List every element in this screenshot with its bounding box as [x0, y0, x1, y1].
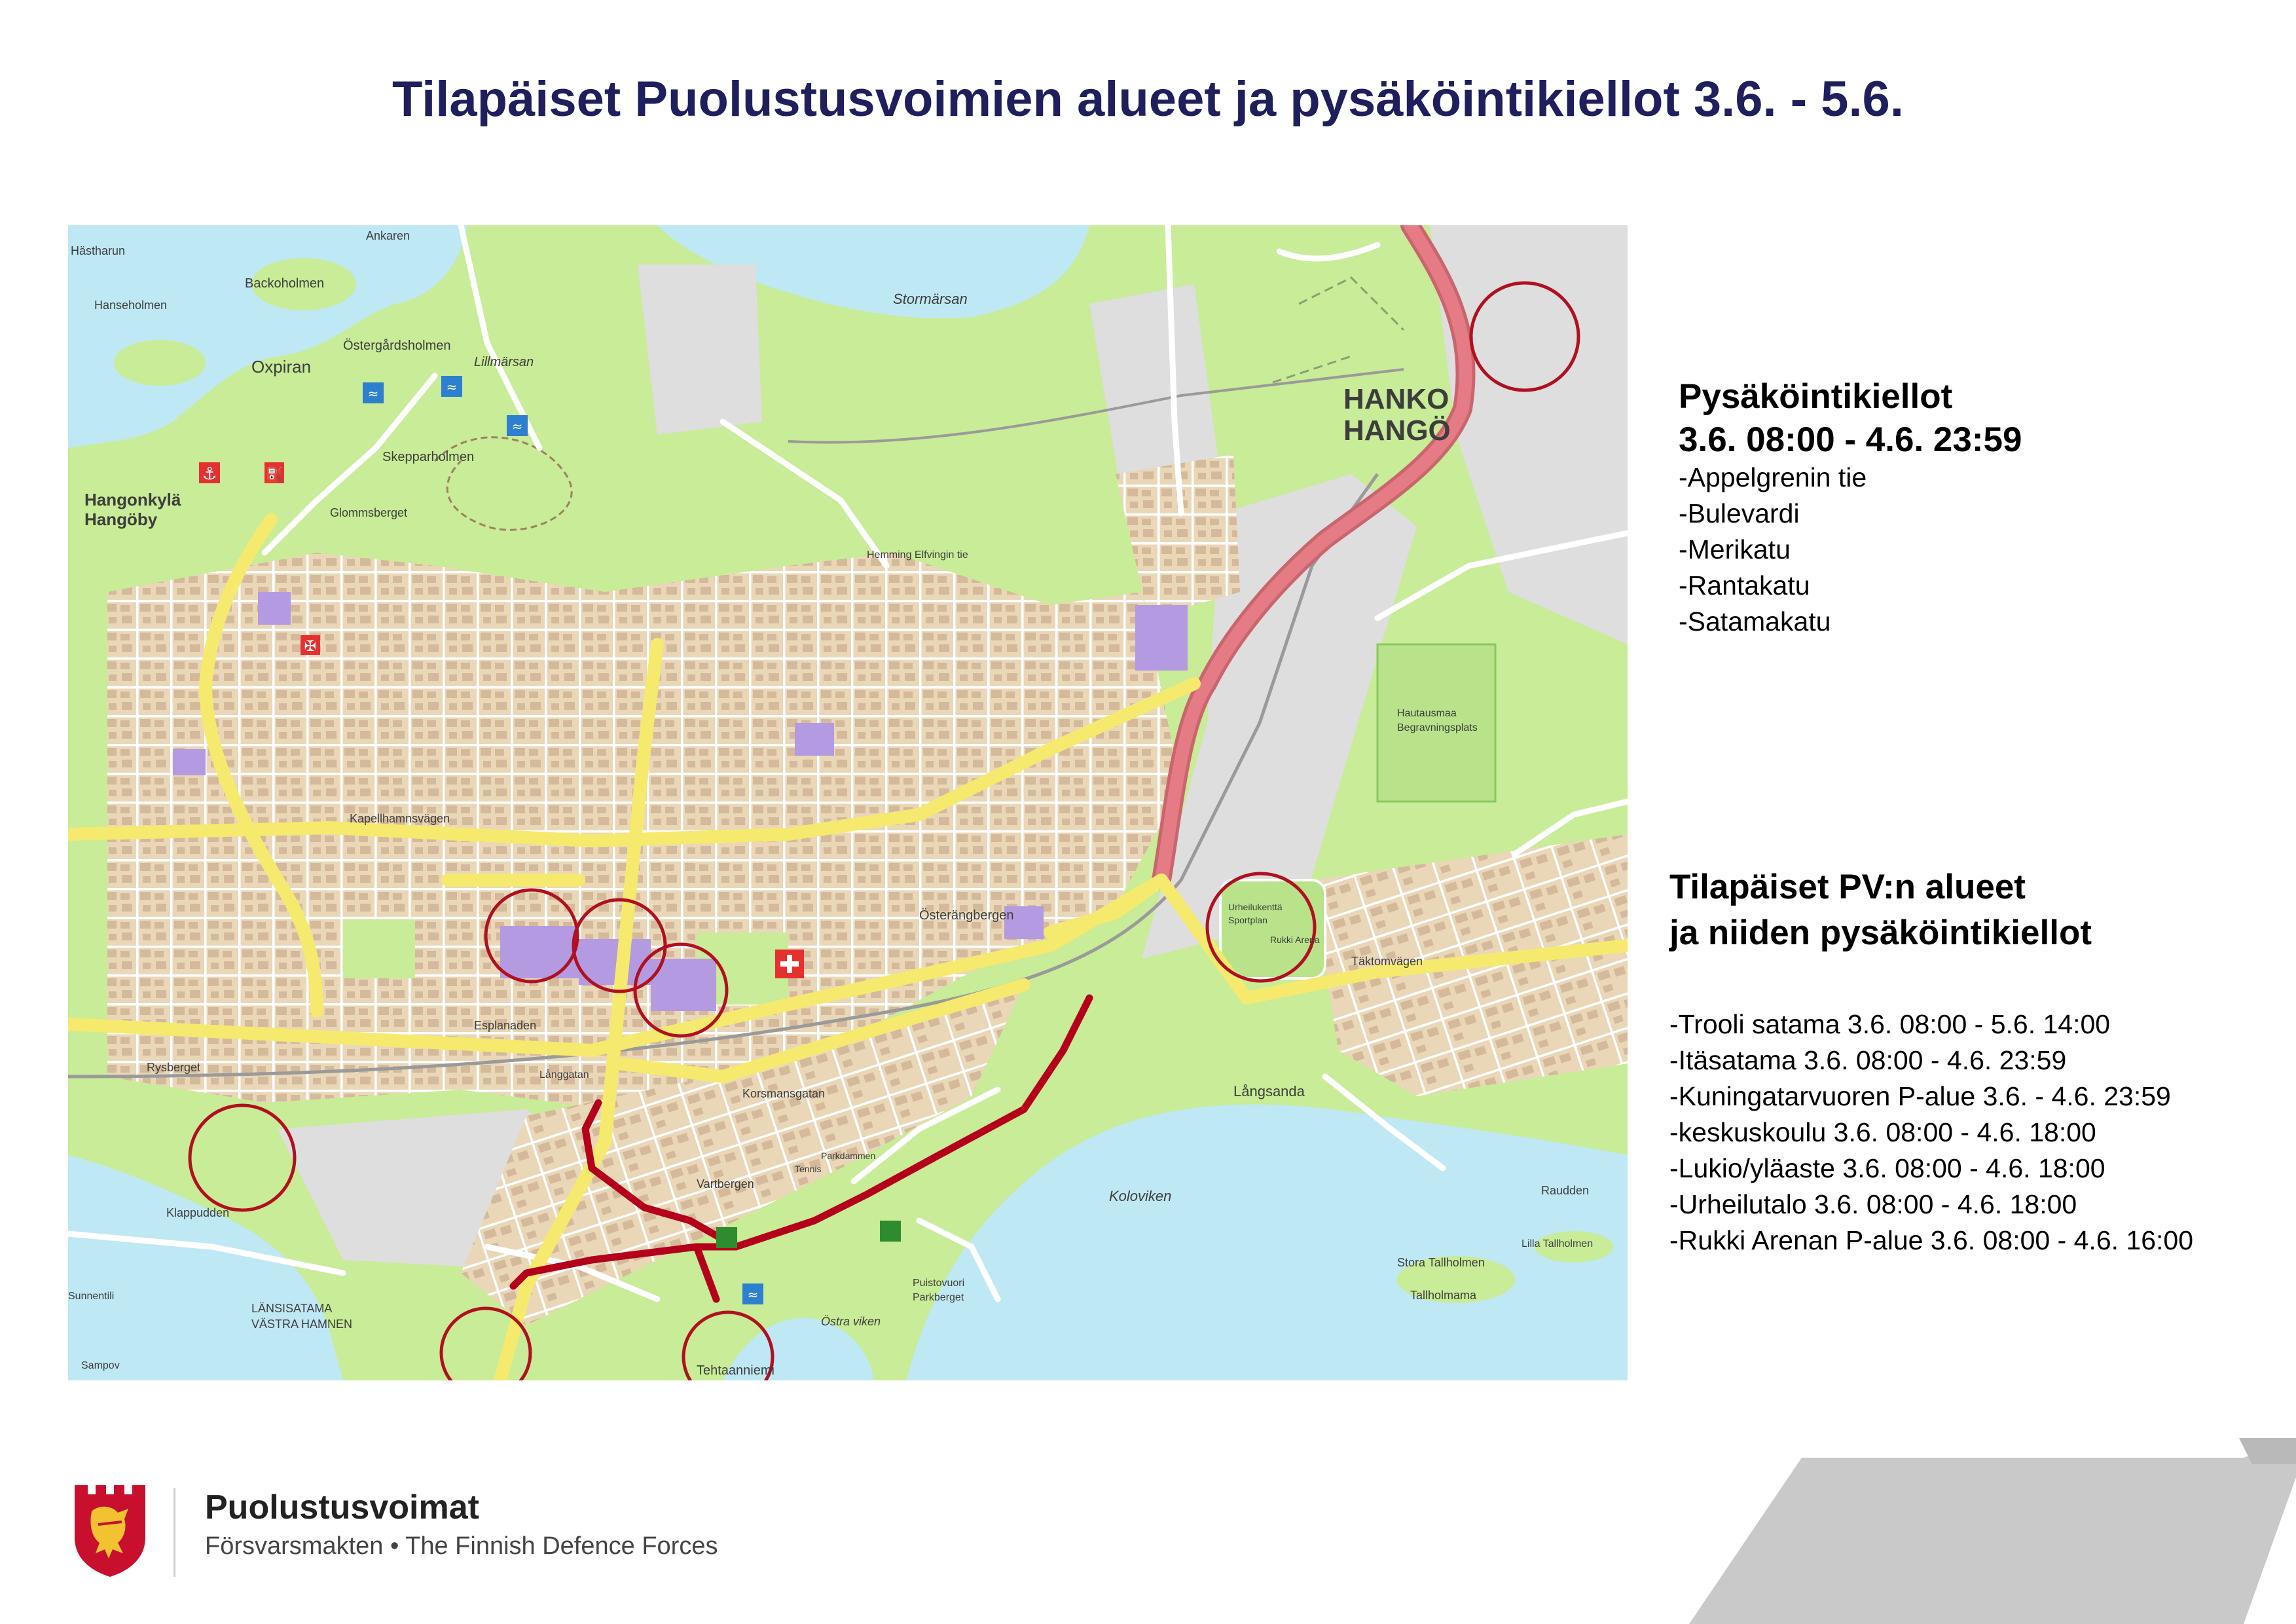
parking-ban-heading [1679, 375, 2022, 462]
street-item: -Appelgrenin tie [1679, 462, 1867, 492]
pv-areas-heading-line2: ja niiden pysäköintikiellot [1669, 913, 2092, 952]
map-label: Koloviken [1109, 1188, 1172, 1204]
map-label: Esplanaden [474, 1019, 537, 1032]
brand-name: Puolustusvoimat [205, 1488, 479, 1526]
map-label: Hästharun [71, 244, 126, 257]
street-item: -Satamakatu [1679, 606, 1831, 637]
map-label: Kapellhamnsvägen [350, 812, 450, 825]
map-label: Långsanda [1233, 1083, 1305, 1099]
svg-text:≈: ≈ [747, 1287, 759, 1302]
map-label: Hanseholmen [94, 299, 168, 312]
map-label: Klappudden [166, 1206, 230, 1219]
public-building [173, 749, 206, 775]
street-item: -Bulevardi [1679, 498, 1800, 528]
map-label: Urheilukenttä [1228, 902, 1283, 912]
defence-forces-lion-logo-icon [72, 1485, 148, 1577]
svg-text:✠: ✠ [304, 638, 317, 655]
pv-area-item: -Rukki Arenan P-alue 3.6. 08:00 - 4.6. 16:00 [1669, 1225, 2194, 1255]
svg-text:≈: ≈ [367, 386, 379, 401]
sports-field [1220, 880, 1325, 978]
map-label: VÄSTRA HAMNEN [251, 1318, 353, 1331]
map-label: LÄNSISATAMA [251, 1302, 333, 1315]
map-label: Sportplan [1228, 915, 1267, 925]
map-label: Backoholmen [245, 276, 325, 291]
pv-area-item: -keskuskoulu 3.6. 08:00 - 4.6. 18:00 [1669, 1117, 2096, 1147]
map-label: Rukki Arena [1270, 934, 1320, 945]
map-label: Korsmansgatan [742, 1087, 826, 1100]
parking-ban-street-list [1679, 460, 1867, 640]
map-label: Puistovuori [913, 1278, 965, 1289]
map-label: Vartbergen [697, 1177, 754, 1190]
map-label: Österängbergen [919, 908, 1014, 923]
logo-divider [173, 1488, 175, 1577]
map-label: Långgatan [539, 1069, 589, 1080]
island [114, 340, 206, 386]
town-label: HANKO [1343, 383, 1449, 415]
corner-decoration [1689, 1438, 2296, 1624]
map-label: Tehtaanniemi [697, 1363, 774, 1378]
parking-ban-heading-line1: Pysäköintikiellot [1679, 377, 1953, 416]
map-label: Lilla Tallholmen [1522, 1238, 1594, 1249]
map-label: Glommsberget [330, 506, 408, 519]
svg-text:⛽: ⛽ [265, 467, 283, 483]
street-item: -Rantakatu [1679, 570, 1810, 600]
svg-text:⚓: ⚓ [202, 464, 217, 484]
map[interactable] [68, 225, 1628, 1380]
island [762, 1242, 854, 1278]
map-label: Östra viken [821, 1315, 881, 1328]
map-label: Lillmärsan [474, 355, 534, 369]
map-label: Hangöby [84, 509, 158, 529]
public-building [1135, 605, 1188, 671]
map-label: Oxpiran [251, 357, 312, 377]
map-label: Parkdammen [821, 1151, 876, 1161]
park [343, 919, 415, 978]
industrial-zone-north [638, 265, 762, 435]
map-label: Östergårdsholmen [343, 339, 451, 353]
pv-areas-list [1669, 1006, 2193, 1259]
svg-text:≈: ≈ [511, 418, 523, 434]
public-building [579, 939, 651, 985]
map-label: Sunnentili [68, 1291, 115, 1302]
map-label: Rysberget [147, 1061, 201, 1074]
map-label: Stormärsan [893, 291, 968, 307]
brand-subtitle: Försvarsmakten • The Finnish Defence Forces [205, 1532, 718, 1560]
hospital-icon [775, 950, 804, 978]
pv-area-item: -Lukio/yläaste 3.6. 08:00 - 4.6. 18:00 [1669, 1153, 2105, 1183]
map-label: Tallholmama [1410, 1289, 1477, 1302]
street-item: -Merikatu [1679, 534, 1791, 564]
map-label: Hemming Elfvingin tie [867, 549, 968, 561]
pv-area-item: -Trooli satama 3.6. 08:00 - 5.6. 14:00 [1669, 1009, 2111, 1039]
map-label: Tennis [795, 1164, 822, 1174]
svg-text:≈: ≈ [446, 379, 458, 395]
map-label: Hautausmaa [1397, 708, 1457, 719]
map-label: Täktomvägen [1351, 955, 1423, 968]
map-label: Sampov [81, 1360, 120, 1371]
fuel-icon [264, 462, 284, 483]
harbor-icon [199, 462, 220, 484]
map-label: Skepparholmen [382, 450, 475, 464]
map-label: Stora Tallholmen [1397, 1256, 1485, 1269]
pv-areas-heading [1669, 864, 2092, 956]
pv-area-item: -Kuningatarvuoren P-alue 3.6. - 4.6. 23:59 [1669, 1081, 2171, 1111]
map-label: Parkberget [913, 1292, 964, 1303]
map-label: Begravningsplats [1397, 722, 1478, 733]
public-building [500, 926, 579, 978]
public-building [795, 723, 834, 756]
slide-title: Tilapäiset Puolustusvoimien alueet ja pysäköintikiellot 3.6. - 5.6. [392, 71, 1904, 127]
map-label: Hangonkylä [84, 490, 181, 509]
pv-area-item: -Urheilutalo 3.6. 08:00 - 4.6. 18:00 [1669, 1189, 2077, 1219]
map-label: Ankaren [366, 229, 410, 242]
map-label: Raudden [1541, 1184, 1590, 1197]
church-icon [301, 635, 320, 655]
pv-areas-heading-line1: Tilapäiset PV:n alueet [1669, 868, 2026, 906]
public-building [258, 592, 291, 625]
pv-area-item: -Itäsatama 3.6. 08:00 - 4.6. 23:59 [1669, 1045, 2067, 1075]
town-label: HANGÖ [1343, 415, 1451, 447]
parking-ban-heading-line2: 3.6. 08:00 - 4.6. 23:59 [1679, 420, 2022, 459]
